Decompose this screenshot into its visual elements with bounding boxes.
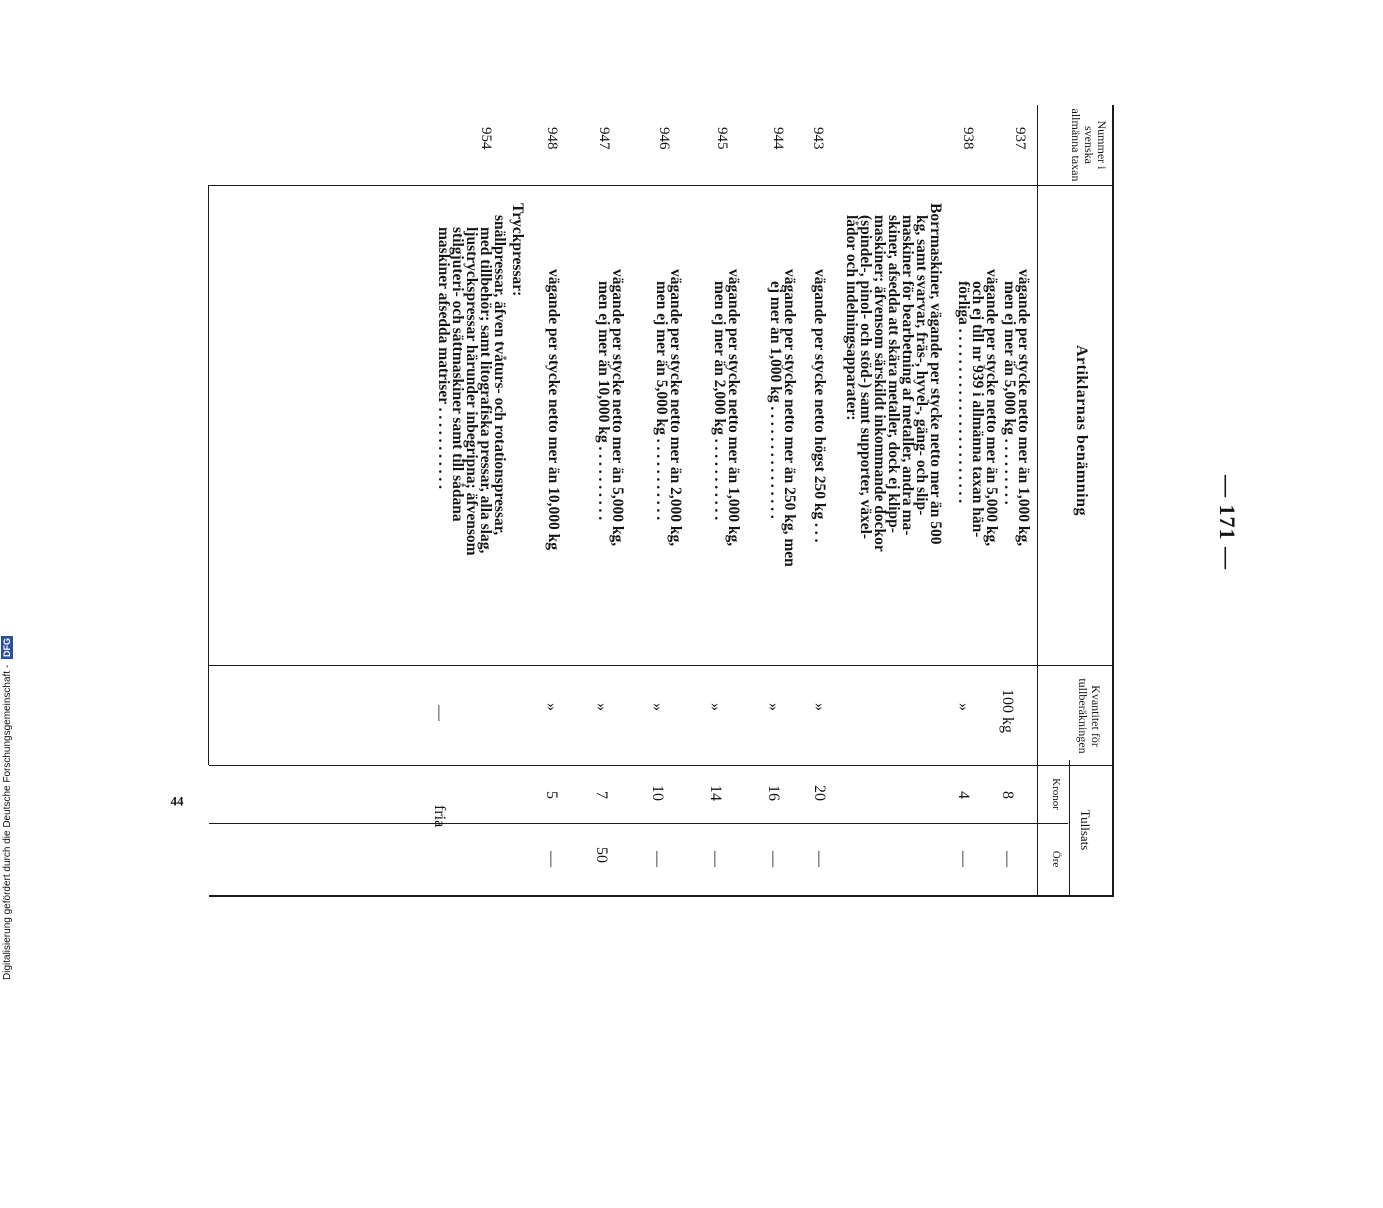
row-description-line: ljustryckspressar härunder inbegripna; äfvensom bbox=[463, 227, 480, 556]
quantity-cell: » bbox=[649, 703, 666, 711]
col-rule-4 bbox=[209, 823, 1068, 824]
header-kronor: Kronor bbox=[1050, 778, 1062, 810]
row-description-line: ej mer än 1,000 kg . . . . . . . . . . . . . . . bbox=[767, 281, 784, 519]
row-description-line: stilgjuteri- och sättmaskiner samt till sådana bbox=[449, 227, 466, 522]
quantity-cell: » bbox=[593, 703, 610, 711]
bottom-rule bbox=[208, 185, 209, 765]
header-rule bbox=[1037, 105, 1038, 895]
dfg-logo: DFG bbox=[2, 638, 13, 658]
kronor-cell: 16 bbox=[765, 785, 782, 801]
ore-cell: — bbox=[955, 851, 972, 867]
row-description-line: med tillbehör; samt litografiska pressar, alla slag, bbox=[477, 227, 494, 554]
kronor-cell: 20 bbox=[811, 785, 828, 801]
quantity-cell: — bbox=[431, 705, 448, 721]
kronor-cell: 10 bbox=[649, 785, 666, 801]
row-description-line: snällpressar, äfven tvåturs- och rotationspressar, bbox=[491, 215, 508, 536]
row-number: 943 bbox=[810, 127, 826, 150]
section-heading: Tryckpressar: bbox=[509, 203, 526, 297]
section-paragraph-line: maskiner; äfvensom särskildt inkommande dockor bbox=[871, 215, 888, 552]
quantity-cell: » bbox=[811, 703, 828, 711]
row-description-line: vägande per stycke netto mer än 5,000 kg, bbox=[609, 269, 626, 547]
row-description-line: vägande per stycke netto mer än 250 kg, men bbox=[781, 269, 798, 567]
ore-cell: 50 bbox=[593, 847, 610, 863]
section-paragraph-line: lådor och indelningsapparater: bbox=[843, 215, 860, 421]
row-description-line: maskiner afsedda matriser . . . . . . . . . . . bbox=[435, 227, 452, 490]
section-paragraph-line: (spindel-, pinol- och stöd-) samt supporter, växel- bbox=[857, 215, 874, 540]
page-number: — 171 — bbox=[1215, 475, 1240, 570]
rotated-page bbox=[170, 105, 1240, 965]
ore-cell: — bbox=[765, 851, 782, 867]
row-number: 947 bbox=[596, 127, 612, 150]
header-number: Nummer i svenska allmänna taxan bbox=[1069, 108, 1109, 182]
col-rule-1 bbox=[209, 185, 1114, 186]
quantity-cell: 100 kg bbox=[999, 689, 1016, 733]
row-description-line: vägande per stycke netto mer än 2,000 kg, bbox=[667, 269, 684, 547]
kronor-cell: 4 bbox=[955, 791, 972, 799]
quantity-cell: » bbox=[955, 703, 972, 711]
signature-mark: 44 bbox=[170, 793, 184, 809]
digitization-footer bbox=[0, 408, 16, 1208]
kronor-cell: 14 bbox=[707, 785, 724, 801]
row-number: 944 bbox=[770, 127, 786, 150]
top-rule bbox=[1112, 105, 1114, 895]
ore-cell: — bbox=[707, 851, 724, 867]
right-rule bbox=[209, 895, 1114, 897]
section-paragraph-line: maskiner för bearbetning af metaller, andra ma- bbox=[899, 215, 916, 536]
row-number: 937 bbox=[1012, 127, 1028, 150]
row-number: 948 bbox=[544, 127, 560, 150]
row-number: 945 bbox=[714, 127, 730, 150]
kronor-cell: 7 bbox=[593, 791, 610, 799]
tariff-sub-rule bbox=[1069, 760, 1070, 895]
section-paragraph-line: kg, samt svarvar, fräs-, hyvel-, gäng- och slip- bbox=[913, 215, 930, 516]
row-description-line: förliga . . . . . . . . . . . . . . . . . . . . . . . bbox=[955, 281, 972, 504]
row-number: 954 bbox=[478, 127, 494, 150]
quantity-cell: » bbox=[543, 703, 560, 711]
row-description-line: men ej mer än 5,000 kg . . . . . . . . . . . bbox=[653, 281, 670, 521]
ore-cell: — bbox=[999, 851, 1016, 867]
quantity-cell: » bbox=[765, 703, 782, 711]
ore-cell: — bbox=[649, 851, 666, 867]
header-quantity: Kvantitet för tullberäkningen bbox=[1076, 678, 1103, 754]
row-description-line: vägande per stycke netto mer än 5,000 kg, bbox=[983, 269, 1000, 547]
col-rule-3 bbox=[209, 765, 1114, 766]
ore-cell: — bbox=[543, 851, 560, 867]
row-description-line: men ej mer än 10,000 kg . . . . . . . . . . bbox=[595, 281, 612, 521]
row-description-line: vägande per stycke netto mer än 1,000 kg, bbox=[1015, 269, 1032, 547]
row-description-line: men ej mer än 5,000 kg . . . . . . . . . bbox=[1001, 281, 1018, 505]
section-paragraph-line: skiner, afsedda att skära metaller, dock ej klipp- bbox=[885, 215, 902, 533]
header-description: Artiklarnas benämning bbox=[1073, 345, 1090, 516]
col-rule-2 bbox=[209, 665, 1114, 666]
row-description-line: vägande per stycke netto mer än 1,000 kg, bbox=[725, 269, 742, 547]
header-ore: Öre bbox=[1050, 850, 1062, 868]
row-number: 938 bbox=[960, 127, 976, 150]
quantity-cell: » bbox=[707, 703, 724, 711]
row-description-line: vägande per stycke netto mer än 10,000 kg bbox=[545, 269, 562, 550]
ore-cell: — bbox=[811, 851, 828, 867]
header-tariff: Tullsats bbox=[1078, 809, 1093, 851]
kronor-cell: 8 bbox=[999, 791, 1016, 799]
row-description-line: och ej till nr 939 i allmänna taxan hän- bbox=[969, 281, 986, 538]
kronor-cell: 5 bbox=[543, 791, 560, 799]
kronor-cell: fria bbox=[431, 805, 448, 828]
row-description-line: men ej mer än 2,000 kg . . . . . . . . . . . bbox=[711, 281, 728, 521]
footer-text: Digitalisierung gefördert durch die Deutsche Forschungsgemeinschaft - bbox=[2, 664, 13, 980]
row-description-line: vägande per stycke netto högst 250 kg . . . bbox=[811, 269, 828, 543]
row-number: 946 bbox=[656, 127, 672, 150]
section-paragraph-line: Borrmaskiner, vägande per stycke netto mer än 500 bbox=[927, 203, 944, 545]
